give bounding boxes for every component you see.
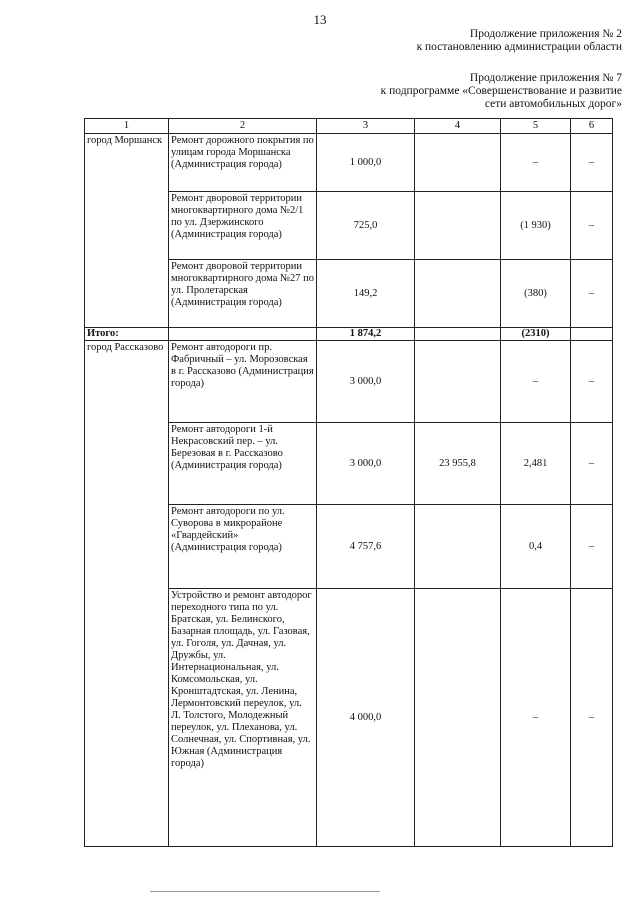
column-header: 2: [169, 119, 317, 134]
appendix-7-header: [381, 72, 622, 111]
municipality-cell: город Рассказово: [85, 341, 169, 847]
amount-cell: 3 000,0: [317, 423, 415, 505]
column-header: 5: [501, 119, 571, 134]
table-row: [85, 134, 613, 192]
amount-cell: –: [501, 134, 571, 192]
appendix-7-line2: к подпрограмме «Совершенствование и развитие: [380, 85, 622, 97]
amount-cell: 725,0: [317, 192, 415, 260]
table-header-row: [85, 119, 613, 134]
page-number: 13: [313, 12, 327, 27]
amount-cell: –: [501, 341, 571, 423]
appendix-2-line1: Продолжение приложения № 2: [469, 28, 622, 40]
total-empty-cell: [415, 328, 501, 341]
appendix-2-header: [417, 28, 622, 54]
appendix-7-line3: сети автомобильных дорог»: [484, 98, 622, 110]
work-description-cell: Ремонт автодороги 1-й Некрасовский пер. – ул. Березовая в г. Рассказово (Администрация города): [169, 423, 317, 505]
amount-cell: 23 955,8: [415, 423, 501, 505]
work-description-cell: Ремонт дворовой территории многоквартирного дома №2/1 по ул. Дзержинского (Администрация города): [169, 192, 317, 260]
amount-cell: –: [501, 589, 571, 847]
amount-cell: [415, 505, 501, 589]
amount-cell: [415, 589, 501, 847]
total-empty-cell: [169, 328, 317, 341]
column-header: 1: [85, 119, 169, 134]
amount-cell: –: [571, 423, 613, 505]
amount-cell: –: [571, 589, 613, 847]
total-label: Итого:: [85, 328, 169, 341]
total-empty-cell: [571, 328, 613, 341]
work-description-cell: Устройство и ремонт автодорог переходного типа по ул. Братская, ул. Белинского, Базарная площадь, ул. Газовая, ул. Гоголя, ул. Дачная, ул. Дружбы, ул. Интернациональная, ул. Комсомольская, ул. Кронштадтская, ул. Ленина, Лермонтовский переулок, ул. Л. Толстого, Молодежный переулок, ул. Плеханова, ул. Солнечная, ул. Спортивная, ул. Южная (Администрация города): [169, 589, 317, 847]
amount-cell: –: [571, 134, 613, 192]
amount-cell: [415, 134, 501, 192]
appendix-7-line1: Продолжение приложения № 7: [469, 72, 622, 84]
program-table: [84, 118, 613, 847]
amount-cell: 149,2: [317, 260, 415, 328]
amount-cell: –: [571, 192, 613, 260]
amount-cell: 3 000,0: [317, 341, 415, 423]
work-description-cell: Ремонт дорожного покрытия по улицам города Моршанска (Администрация города): [169, 134, 317, 192]
appendix-2-line2: к постановлению администрации области: [416, 41, 622, 53]
amount-cell: [415, 341, 501, 423]
total-amount: (2310): [501, 328, 571, 341]
scan-artifact-line: [150, 891, 380, 892]
amount-cell: 2,481: [501, 423, 571, 505]
amount-cell: (1 930): [501, 192, 571, 260]
work-description-cell: Ремонт автодороги пр. Фабричный – ул. Морозовская в г. Рассказово (Администрация города): [169, 341, 317, 423]
amount-cell: 1 000,0: [317, 134, 415, 192]
amount-cell: [415, 192, 501, 260]
column-header: 3: [317, 119, 415, 134]
amount-cell: 0,4: [501, 505, 571, 589]
municipality-cell: город Моршанск: [85, 134, 169, 328]
amount-cell: –: [571, 341, 613, 423]
work-description-cell: Ремонт автодороги по ул. Суворова в микрорайоне «Гвардейский» (Администрация города): [169, 505, 317, 589]
column-header: 6: [571, 119, 613, 134]
amount-cell: –: [571, 260, 613, 328]
amount-cell: –: [571, 505, 613, 589]
amount-cell: 4 000,0: [317, 589, 415, 847]
amount-cell: [415, 260, 501, 328]
total-row: [85, 328, 613, 341]
table-row: [85, 341, 613, 423]
total-amount: 1 874,2: [317, 328, 415, 341]
amount-cell: (380): [501, 260, 571, 328]
column-header: 4: [415, 119, 501, 134]
work-description-cell: Ремонт дворовой территории многоквартирного дома №27 по ул. Пролетарская (Администрация города): [169, 260, 317, 328]
amount-cell: 4 757,6: [317, 505, 415, 589]
